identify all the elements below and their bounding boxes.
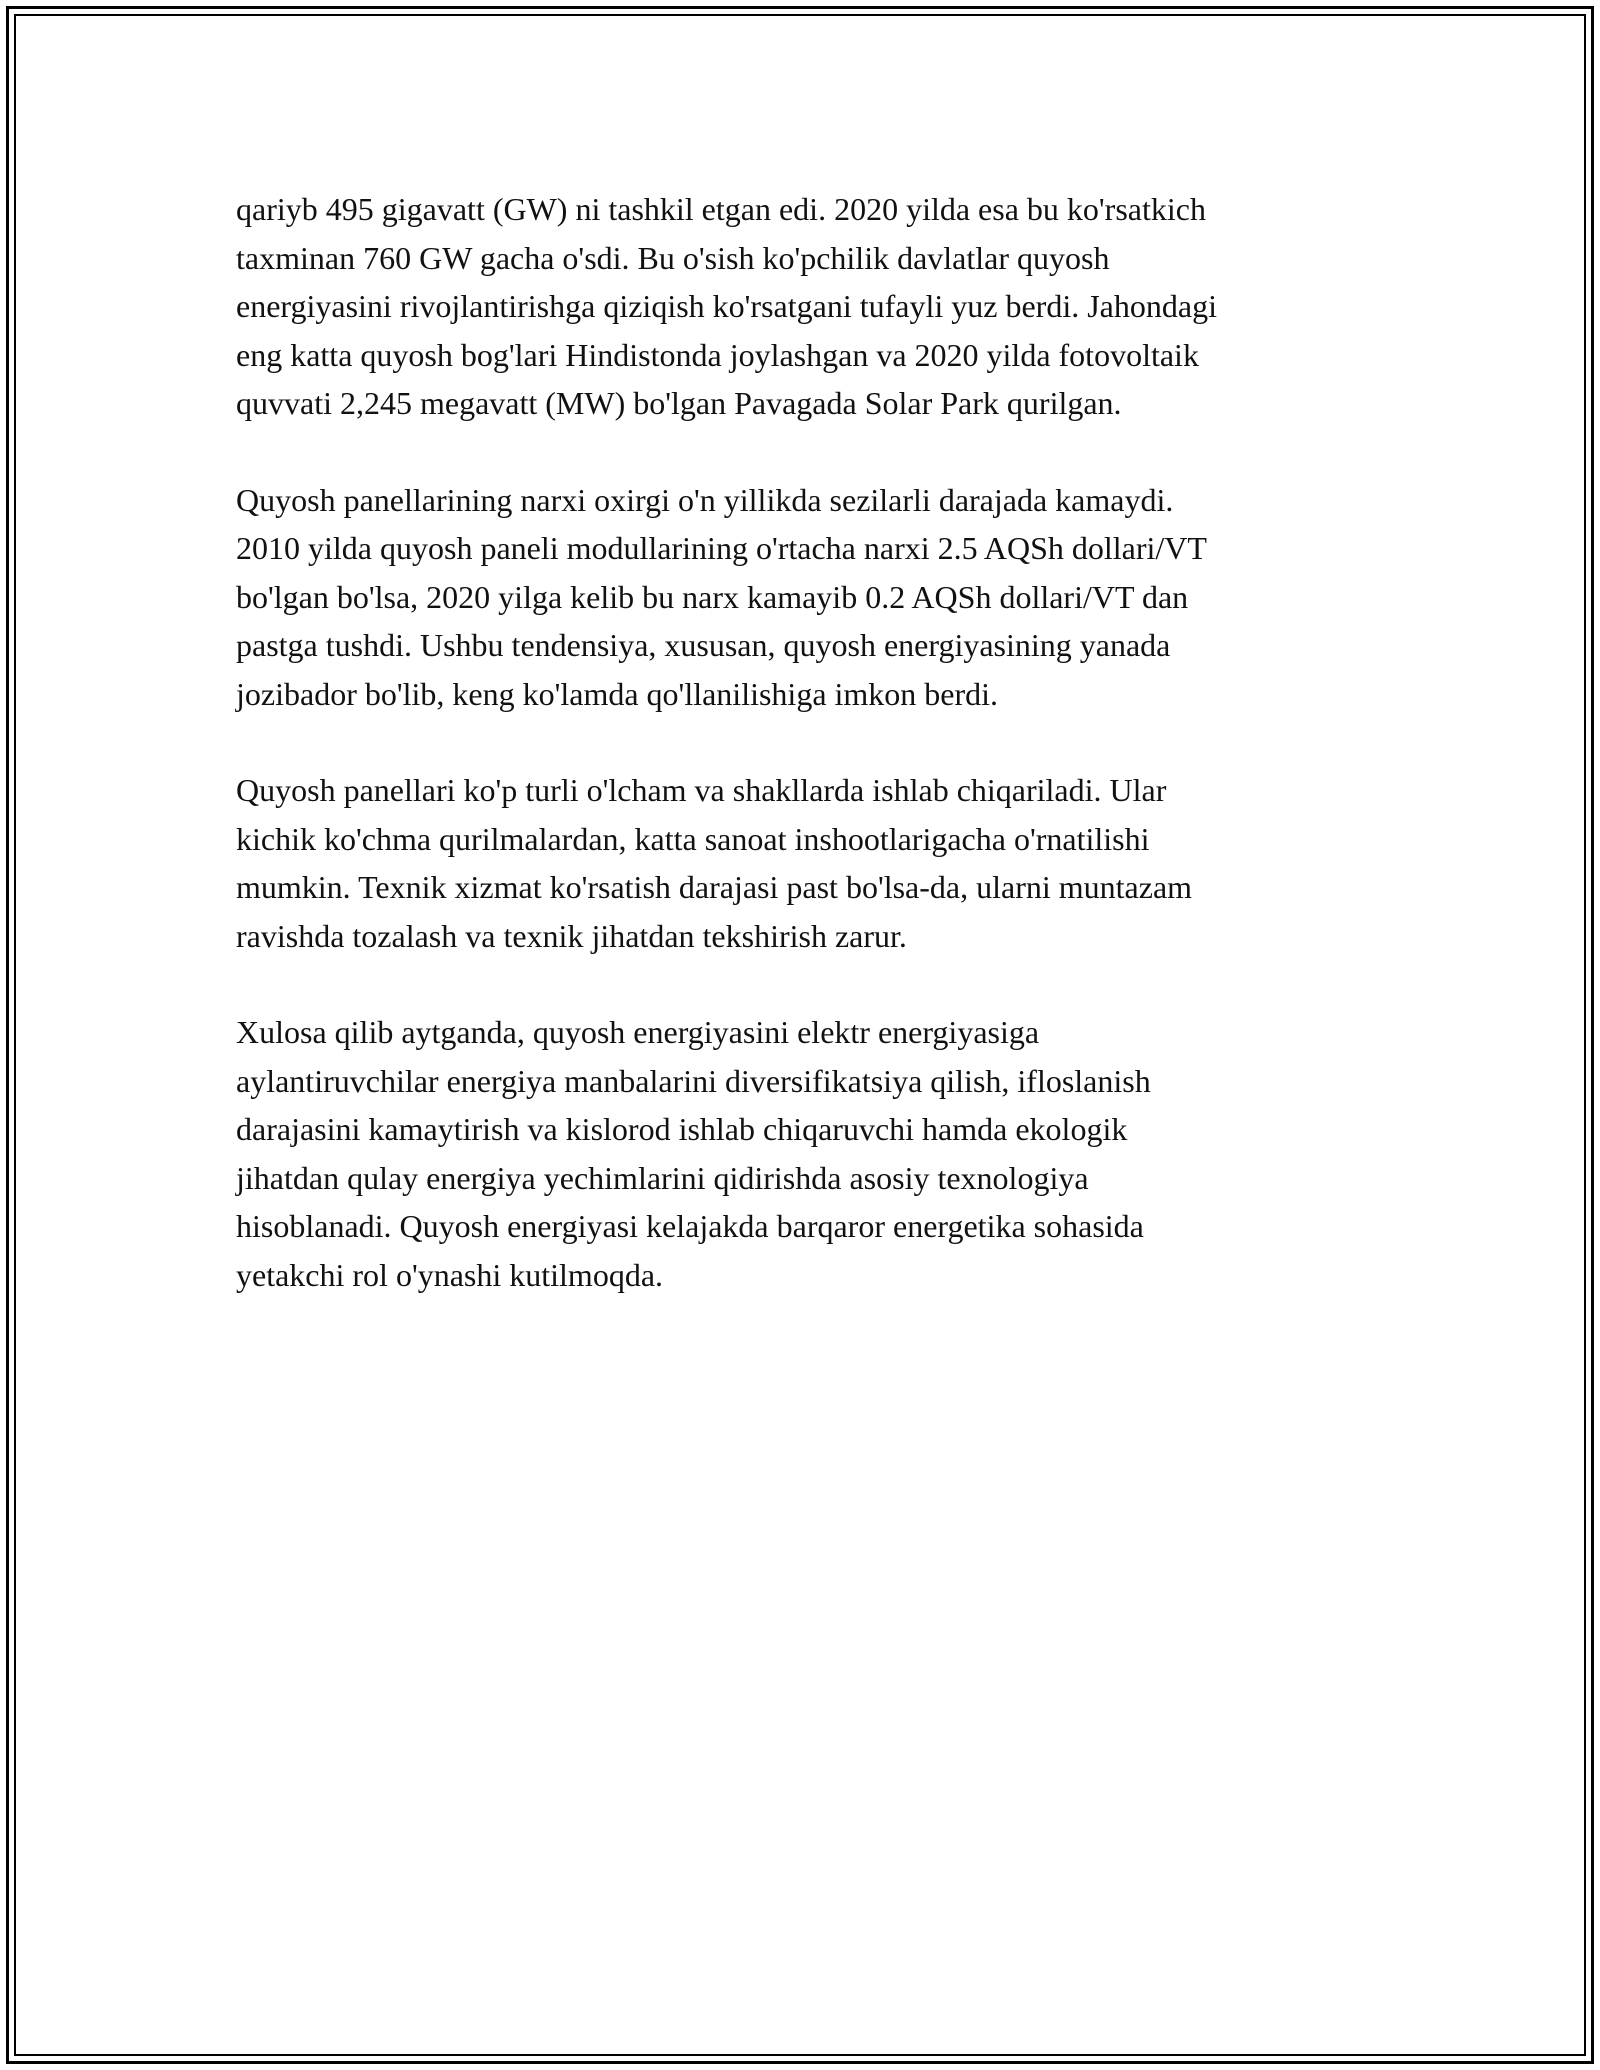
text-line: jihatdan qulay energiya yechimlarini qidirishda asosiy texnologiya (236, 1159, 1089, 1196)
text-line: taxminan 760 GW gacha o'sdi. Bu o'sish ko'pchilik davlatlar quyosh (236, 239, 1110, 276)
text-line: aylantiruvchilar energiya manbalarini diversifikatsiya qilish, ifloslanish (236, 1062, 1151, 1099)
paragraph-3 (236, 766, 1406, 960)
text-line: Quyosh panellari ko'p turli o'lcham va shakllarda ishlab chiqariladi. Ular (236, 772, 1167, 808)
text-line: energiyasini rivojlantirishga qiziqish ko'rsatgani tufayli yuz berdi. Jahondagi (236, 288, 1217, 324)
text-line: quvvati 2,245 megavatt (MW) bo'lgan Pavagada Solar Park qurilgan. (236, 385, 1122, 421)
text-line: jozibador bo'lib, keng ko'lamda qo'llanilishiga imkon berdi. (236, 675, 999, 712)
text-line: qariyb 495 gigavatt (GW) ni tashkil etgan edi. 2020 yilda esa bu ko'rsatkich (236, 191, 1206, 227)
text-line: 2010 yilda quyosh paneli modullarining o'rtacha narxi 2.5 AQSh dollari/VT (236, 530, 1207, 566)
paragraph-4 (236, 1008, 1406, 1299)
text-line: bo'lgan bo'lsa, 2020 yilga kelib bu narx kamayib 0.2 AQSh dollari/VT dan (236, 578, 1189, 615)
text-line: eng katta quyosh bog'lari Hindistonda joylashgan va 2020 yilda fotovoltaik (236, 336, 1199, 373)
text-line: hisoblanadi. Quyosh energiyasi kelajakda barqaror energetika sohasida (236, 1208, 1144, 1244)
text-line: Xulosa qilib aytganda, quyosh energiyasini elektr energiyasiga (236, 1014, 1040, 1050)
text-line: pastga tushdi. Ushbu tendensiya, xususan, quyosh energiyasining yanada (236, 627, 1171, 663)
text-line: kichik ko'chma qurilmalardan, katta sanoat inshootlarigacha o'rnatilishi (236, 820, 1150, 857)
paragraph-2 (236, 476, 1406, 719)
text-line: yetakchi rol o'ynashi kutilmoqda. (236, 1256, 664, 1293)
document-body (236, 185, 1406, 1347)
paragraph-1 (236, 185, 1406, 428)
text-line: darajasini kamaytirish va kislorod ishlab chiqaruvchi hamda ekologik (236, 1111, 1128, 1147)
text-line: Quyosh panellarining narxi oxirgi o'n yillikda sezilarli darajada kamaydi. (236, 481, 1174, 518)
text-line: ravishda tozalash va texnik jihatdan tekshirish zarur. (236, 917, 907, 954)
text-line: mumkin. Texnik xizmat ko'rsatish darajasi past bo'lsa-da, ularni muntazam (236, 869, 1193, 905)
